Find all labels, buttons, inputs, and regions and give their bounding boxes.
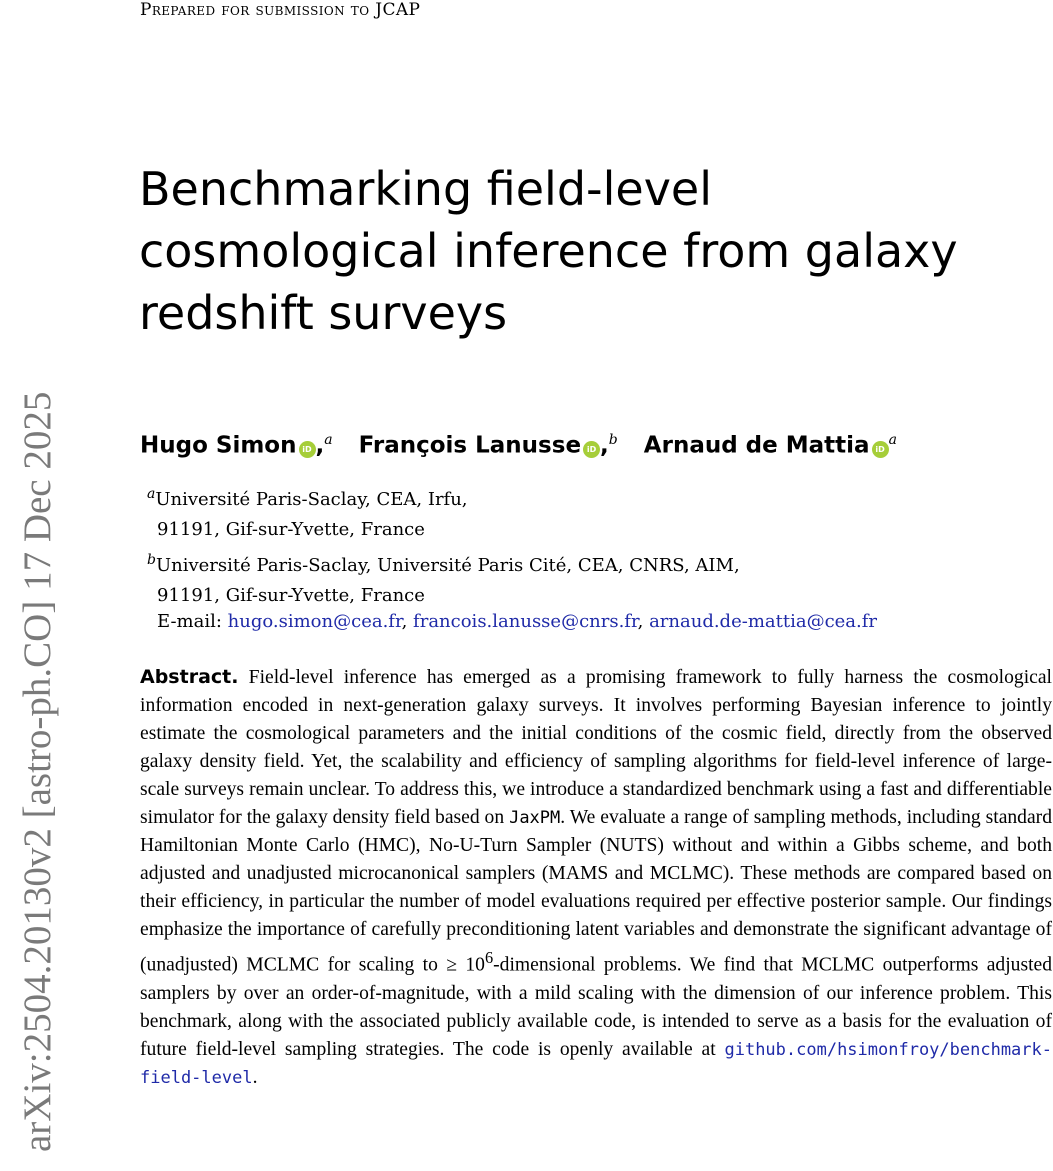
code-repository-link[interactable]: github.com/hsimonfroy/benchmark-field-level <box>140 1039 1052 1088</box>
author-affiliation-mark: a <box>324 432 333 448</box>
abstract-label: Abstract. <box>140 666 239 688</box>
email-line: E-mail: hugo.simon@cea.fr, francois.lanusse@cnrs.fr, arnaud.de-mattia@cea.fr <box>157 611 878 632</box>
email-link[interactable]: francois.lanusse@cnrs.fr <box>413 611 638 632</box>
affiliation-line: Université Paris-Saclay, CEA, Irfu, <box>155 489 468 510</box>
affiliation-mark: b <box>147 552 156 568</box>
paper-title <box>139 158 1044 344</box>
journal-header-note: Prepared for submission to JCAP <box>140 0 421 20</box>
code-name: JaxPM <box>509 808 561 828</box>
email-link[interactable]: arnaud.de-mattia@cea.fr <box>649 611 878 632</box>
email-label: E-mail: <box>157 611 222 632</box>
affiliation-line: Université Paris-Saclay, Université Paris Cité, CEA, CNRS, AIM, <box>155 555 740 576</box>
author-affiliation-mark: b <box>608 432 618 448</box>
affiliation-b <box>147 545 740 581</box>
author-separator: , <box>315 432 325 459</box>
orcid-icon[interactable]: iD <box>583 441 600 458</box>
author-name: Arnaud de Mattia <box>643 432 870 459</box>
title-line-2: cosmological inference from galaxy <box>139 224 958 278</box>
author-affiliation-mark: a <box>888 432 897 448</box>
arxiv-identifier-stamp[interactable]: arXiv:2504.20130v2 [astro-ph.CO] 17 Dec 2025 <box>16 391 59 1152</box>
abstract-text: Field-level inference has emerged as a promising framework to fully harness the cosmological information encoded in next-generation galaxy surveys. It involves performing Bayesian inference to jointly estimate the cosmological parameters and the initial conditions of the cosmic field, directly from the observed galaxy density field. Yet, the scalability and efficiency of sampling algorithms for field-level inference of large-scale surveys remain unclear. To address this, we introduce a standardized benchmark using a fast and differentiable simulator for the galaxy density field based on <box>140 667 1052 828</box>
email-link[interactable]: hugo.simon@cea.fr <box>227 611 402 632</box>
title-line-3: redshift surveys <box>139 286 508 340</box>
abstract-text: . We evaluate a range of sampling methods, including standard Hamiltonian Monte Carlo (HMC), No-U-Turn Sampler (NUTS) without and within a Gibbs scheme, and both adjusted and unadjusted microcanonical samplers (MAMS and MCLMC). These methods are compared based on their efficiency, in particular the number of model evaluations required per effective posterior sample. Our findings emphasize the importance of carefully preconditioning latent variables and demonstrate the significant advantage of (unadjusted) MCLMC for scaling to ≥ 10 <box>140 807 1052 976</box>
abstract-paragraph <box>140 663 1052 1092</box>
abstract-text: -dimensional problems. We find that MCLMC outperforms adjusted samplers by over an order-of-magnitude, with a mild scaling with the dimension of our inference problem. This benchmark, along with the associated publicly available code, is intended to serve as a basis for the evaluation of future field-level sampling strategies. The code is openly available at <box>140 954 1053 1060</box>
author-name: François Lanusse <box>358 432 582 459</box>
affiliation-list <box>147 479 740 611</box>
exponent: 6 <box>484 948 494 967</box>
orcid-icon[interactable]: iD <box>872 441 889 458</box>
author-separator: , <box>600 432 609 459</box>
affiliation-line: 91191, Gif-sur-Yvette, France <box>157 519 425 540</box>
author-list <box>140 424 897 462</box>
abstract-text: . <box>252 1066 258 1088</box>
title-line-1: Benchmarking field-level <box>139 162 713 216</box>
orcid-icon[interactable]: iD <box>299 441 316 458</box>
affiliation-a <box>147 479 740 515</box>
author-name: Hugo Simon <box>140 432 297 459</box>
affiliation-mark: a <box>147 486 156 502</box>
affiliation-line: 91191, Gif-sur-Yvette, France <box>157 585 425 606</box>
